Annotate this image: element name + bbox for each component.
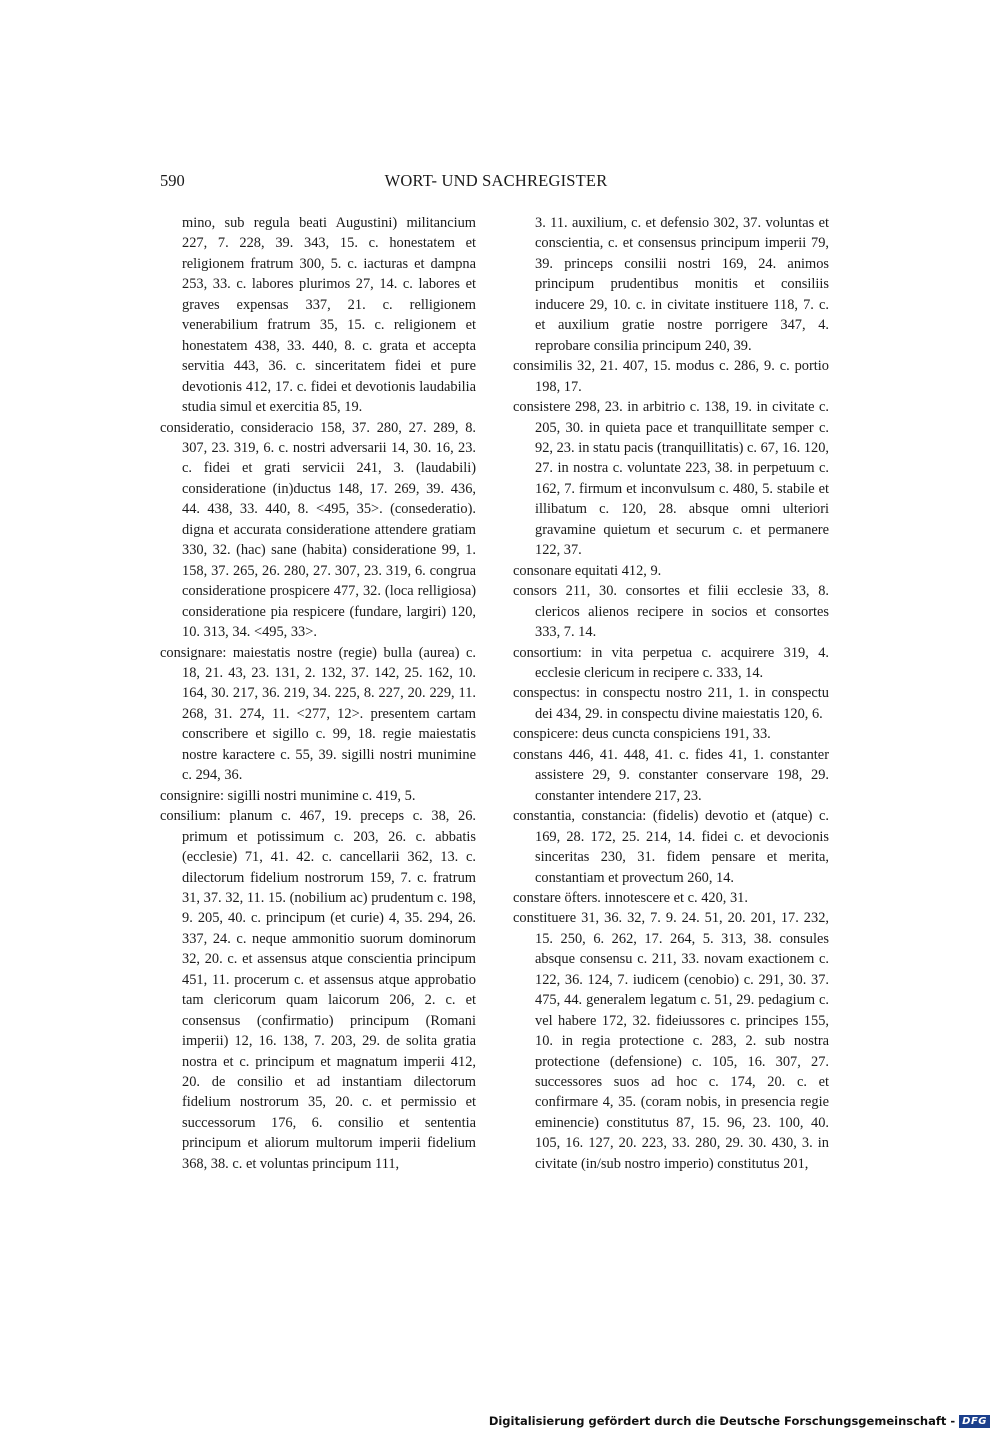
index-entry: 3. 11. auxilium, c. et defensio 302, 37. voluntas et conscientia, c. et consensus principum imperii 79, 39. princeps consilii nostri 169, 24. animos principum prudentibus monitis et consiliis inducere 29, 10. c. in civitate instituere 118, 7. c. et auxilium gratie nostre porrigere 347, 4. reprobare consilia principum 240, 39. — [535, 215, 829, 354]
running-title: WORT- UND SACHREGISTER — [384, 171, 608, 190]
index-entry: consortium: in vita perpetua c. acquirere 319, 4. ecclesie clericum in recipere c. 333, 14. — [513, 644, 829, 681]
index-entry: consilium: planum c. 467, 19. preceps c. 38, 26. primum et potissimum c. 203, 26. c. abbatis (ecclesie) 71, 41. 42. c. cancellarii 362, 13. c. dilectorum fidelium nostrorum 159, 7. c. fratrum 31, 37. 32, 11. 15. (nobilium ac) prudentum c. 198, 9. 205, 40. c. principum (et curie) 4, 35. 294, 26. 337, 24. c. neque ammonitio suorum dominorum 32, 20. c. et assensus atque conscientia principum 451, 11. procerum c. et assensus atque approbatio tam clericorum quam laicorum 206, 2. c. et consensus (confirmatio) principum (Romani imperii) 12, 16. 138, 7. 203, 29. de solita gratia nostra et c. principum et magnatum imperii 412, 20. de consilio et ad instantiam dilectorum fidelium nostrorum 35, 20. c. et permissio et successorum 176, 6. consilio et sententia principum et aliorum multorum imperii fidelium 368, 38. c. et voluntas principum 111, — [160, 808, 476, 1172]
index-entry: constituere 31, 36. 32, 7. 9. 24. 51, 20. 201, 17. 232, 15. 250, 6. 262, 17. 264, 5. 313, 38. consules absque consensu c. 211, 33. novam exactionem c. 122, 36. 124, 7. iudicem (cenobio) c. 291, 30. 37. 475, 44. generalem legatum c. 51, 29. pedagium c. vel habere 172, 32. fideiussores c. principes 155, 10. in regia protectione c. 283, 2. sub nostra protectione (defensione) c. 105, 16. 307, 27. successores suos ad hoc c. 174, 20. c. et confirmare 4, 35. (coram nobis, in presencia regie eminencie) constitutus 87, 15. 96, 23. 100, 40. 105, 16. 127, 20. 223, 33. 280, 29. 30. 430, 3. in civitate (in/sub nostro imperio) constitutus 201, — [513, 910, 829, 1172]
index-entry: consonare equitati 412, 9. — [513, 562, 662, 579]
index-entry: consideratio, consideracio 158, 37. 280, 27. 289, 8. 307, 23. 319, 6. c. nostri adversarii 14, 30. 16, 23. c. fidei et grati servicii 241, 3. (laudabili) consideratione (in)ductus 148, 17. 269, 39. 436, 44. 438, 33. 440, 8. <495, 35>. (consederatio). digna et accurata consideratione attendere gratiam 330, 32. (hac) sane (habita) consideratione 99, 1. 158, 37. 265, 26. 280, 27. 307, 23. 319, 6. congrua consideratione prospicere 477, 32. (loca relligiosa) consideratione pia respicere (fundare, largiri) 120, 10. 313, 34. <495, 33>. — [160, 419, 476, 641]
index-entry: constantia, constancia: (fidelis) devotio et (atque) c. 169, 28. 172, 25. 214, 14. fidei c. et devocionis sinceritas 230, 31. fidem pensare et merita, constantiam et provectum 260, 14. — [513, 808, 829, 886]
index-entry: consors 211, 30. consortes et filii ecclesie 33, 8. clericos alienos recipere in socios et consortes 333, 7. 14. — [513, 583, 829, 641]
funding-note: Digitalisierung gefördert durch die Deutsche Forschungsgemeinschaft - — [488, 1414, 956, 1428]
index-entry: consistere 298, 23. in arbitrio c. 138, 19. in civitate c. 205, 30. in quieta pace et tranquillitate semper c. 92, 23. in statu pacis (tranquillitatis) c. 67, 16. 120, 27. in nostra c. voluntate 223, 38. in perpetuum c. 162, 7. firmum et inconvulsum c. 480, 5. stabile et illibatum c. 120, 28. absque omni ulteriori gravamine quietum et securum c. et permanere 122, 37. — [513, 399, 829, 559]
right-column — [513, 213, 829, 1174]
index-entry: constans 446, 41. 448, 41. c. fides 41, 1. constanter assistere 29, 9. constanter conservare 198, 29. constanter intendere 217, 23. — [513, 746, 829, 804]
left-column — [160, 213, 476, 1174]
index-entry: conspicere: deus cuncta conspiciens 191, 33. — [513, 726, 771, 743]
index-entry: consimilis 32, 21. 407, 15. modus c. 286, 9. c. portio 198, 17. — [513, 358, 829, 395]
index-entry: mino, sub regula beati Augustini) militancium 227, 7. 228, 39. 343, 15. c. honestatem et religionem fratrum 300, 5. c. iacturas et dampna 253, 33. c. labores plurimos 27, 14. c. labores et graves expensas 337, 21. c. relligionem venerabilium fratrum 35, 15. c. religionem et honestatem 438, 33. 440, 8. c. grata et accepta servitia 443, 36. c. sinceritatem fidei et pure devotionis 412, 17. c. fidei et devotionis laudabilia studia simul et exercitia 85, 19. — [182, 215, 476, 416]
index-entry: consignire: sigilli nostri munimine c. 419, 5. — [160, 787, 416, 804]
index-entry: consignare: maiestatis nostre (regie) bulla (aurea) c. 18, 21. 43, 23. 131, 2. 132, 37. 142, 25. 162, 10. 164, 30. 217, 36. 219, 34. 225, 8. 227, 20. 229, 11. 268, 31. 274, 11. <277, 12>. presentem cartam conscribere et sigillo c. 99, 18. regie maiestatis nostre karactere c. 55, 39. sigilli nostri munimine c. 294, 36. — [160, 644, 476, 784]
page-number: 590 — [160, 171, 185, 190]
index-entry: constare öfters. innotescere et c. 420, 31. — [513, 889, 748, 906]
dfg-footer — [489, 1413, 990, 1429]
page-header — [160, 171, 832, 195]
dfg-logo: DFG — [959, 1415, 990, 1428]
index-entry: conspectus: in conspectu nostro 211, 1. in conspectu dei 434, 29. in conspectu divine maiestatis 120, 6. — [513, 685, 829, 722]
